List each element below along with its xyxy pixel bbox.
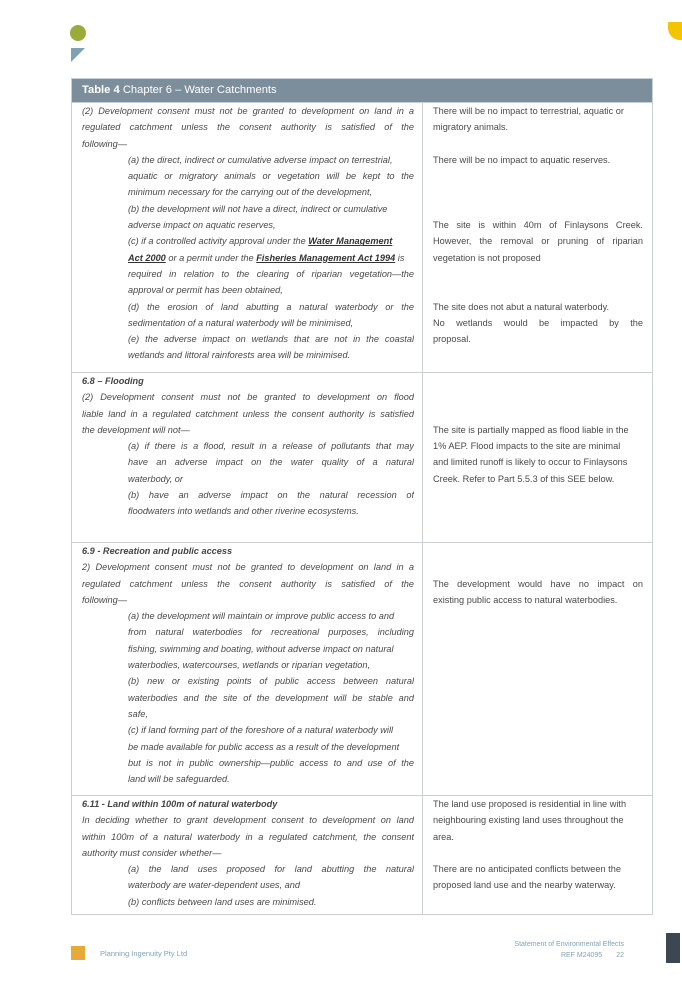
clause-line: following— [82, 138, 127, 149]
section-heading: 6.8 – Flooding [82, 376, 144, 386]
clause-c-text: (c) if a controlled activity approval under the [128, 236, 309, 247]
table-row [72, 372, 652, 542]
response-line: proposal. [433, 334, 471, 345]
clause-line: waterbody, or [128, 473, 183, 484]
clause-line [82, 233, 414, 249]
clause-line: land will be safeguarded. [128, 774, 230, 785]
response-line: There will be no impact to aquatic reserves. [433, 154, 611, 165]
clause-line: floodwaters into wetlands and other riverine ecosystems. [128, 506, 359, 517]
clause-line [82, 250, 414, 266]
clause-line: fishing, swimming and boating, without adverse impact on natural [128, 643, 394, 654]
clause-line: waterbodies and the site of the development will be stable and [128, 692, 414, 703]
clause-c-text: or a permit under the [165, 252, 257, 263]
response-line: The land use proposed is residential in line with [433, 799, 627, 809]
response-line: area. [433, 831, 454, 842]
clause-line: (b) new or existing points of public access between natural [128, 676, 414, 687]
response-line: The site does not abut a natural waterbody. [433, 301, 610, 312]
clause-line: within 100m of a natural waterbody in a regulated catchment, the consent [82, 831, 414, 842]
clause-line: have an adverse impact on the water quality of a natural [128, 457, 414, 468]
clause-line: (b) conflicts between land uses are minimised. [128, 896, 317, 907]
footer-accent-bar [666, 933, 680, 963]
response-line: The site is partially mapped as flood liable in the [433, 424, 629, 435]
clause-line: approval or permit has been obtained, [128, 285, 283, 296]
clause-line: In deciding whether to grant development consent to development on land [82, 815, 414, 826]
water-management-act-link[interactable]: Water Management [308, 236, 393, 247]
response-text [423, 373, 652, 542]
response-line: neighbouring existing land uses throughout the [433, 815, 624, 826]
clause-line: from natural waterbodies for recreational purposes, including [128, 627, 414, 638]
footer-doc-title: Statement of Environmental Effects [514, 941, 624, 948]
response-line: migratory animals. [433, 122, 509, 133]
clause-line: be made available for public access as a result of the development [128, 741, 400, 752]
clause-text [72, 543, 423, 795]
clause-line: aquatic or migratory animals or vegetation will be kept to the [128, 171, 414, 182]
clause-text [72, 103, 423, 372]
section-heading: 6.11 - Land within 100m of natural waterbody [82, 799, 278, 809]
clause-line: (2) Development consent must not be granted to development on land in a [82, 106, 414, 116]
fisheries-management-act-link[interactable]: Fisheries Management Act 1994 [256, 252, 396, 263]
clause-line: required in relation to the clearing of riparian vegetation—the [128, 268, 414, 279]
table-row [72, 542, 652, 795]
water-management-act-link-cont[interactable]: Act 2000 [128, 252, 166, 263]
clause-line: regulated catchment unless the consent authority is satisfied of the [82, 122, 414, 133]
decorative-corner-tab [668, 22, 682, 40]
clause-line: (e) the adverse impact on wetlands that are not in the coastal [128, 334, 414, 345]
footer-company: Planning Ingenuity Pty Ltd [100, 949, 188, 958]
clause-line: (2) Development consent must not be granted to development on flood [82, 392, 414, 403]
response-text [423, 103, 652, 372]
clause-line: (a) the direct, indirect or cumulative adverse impact on terrestrial, [128, 154, 393, 165]
clause-line: (a) the development will maintain or improve public access to and [128, 611, 395, 622]
response-line: existing public access to natural waterbodies. [433, 594, 618, 605]
clause-line: sedimentation of a natural waterbody will be minimised, [128, 317, 354, 328]
clause-line: waterbodies, watercourses, wetlands or riparian vegetation, [128, 660, 371, 671]
clause-line: following— [82, 594, 127, 605]
clause-line: (d) the erosion of land abutting a natural waterbody or the [128, 301, 414, 312]
decorative-circle [70, 25, 86, 41]
response-line: The development would have no impact on [433, 578, 643, 589]
section-heading: 6.9 - Recreation and public access [82, 546, 233, 556]
response-text [423, 796, 652, 914]
response-line: There will be no impact to terrestrial, aquatic or [433, 106, 624, 116]
clause-line: the development will not— [82, 424, 190, 435]
response-line: The site is within 40m of Finlaysons Creek. [433, 220, 643, 231]
response-text [423, 543, 652, 795]
page-number: 22 [616, 952, 624, 959]
footer-ref [561, 952, 624, 959]
clause-line: (b) the development will not have a direct, indirect or cumulative [128, 203, 388, 214]
clause-text [72, 373, 423, 542]
table-header [72, 79, 652, 102]
response-line: 1% AEP. Flood impacts to the site are minimal [433, 441, 621, 452]
clause-c-text: is [395, 252, 405, 263]
response-line: and limited runoff is likely to occur to Finlaysons [433, 457, 628, 468]
clause-line: waterbody are water-dependent uses, and [128, 880, 300, 891]
decorative-triangle [71, 48, 85, 62]
table-row [72, 795, 652, 914]
clause-line: but is not in public ownership—public access to and use of the [128, 757, 414, 768]
clause-line: (a) the land uses proposed for land abutting the natural [128, 864, 414, 875]
clause-text [72, 796, 423, 914]
clause-line: 2) Development consent must not be granted to development on land in a [82, 562, 414, 573]
company-logo-square [71, 946, 85, 960]
footer-ref-number: REF M24095 [560, 952, 603, 959]
water-catchments-table [71, 78, 653, 915]
response-line: proposed land use and the nearby waterway. [433, 880, 616, 891]
clause-line: minimum necessary for the carrying out of the development, [128, 187, 373, 198]
table-number: Table 4 [82, 84, 120, 96]
response-line: No wetlands would be impacted by the [433, 317, 643, 328]
response-line: However, the removal or pruning of riparian [433, 236, 643, 247]
clause-line: regulated catchment unless the consent authority is satisfied of the [82, 578, 414, 589]
clause-line: safe, [128, 708, 148, 719]
clause-line: wetlands and littoral rainforests area will be minimised. [128, 350, 351, 361]
clause-line: (b) have an adverse impact on the natural recession of [128, 490, 414, 501]
clause-line: liable land in a regulated catchment unless the consent authority is satisfied [82, 408, 414, 419]
clause-line: (a) if there is a flood, result in a release of pollutants that may [128, 441, 414, 452]
table-row [72, 102, 652, 372]
response-line: Creek. Refer to Part 5.5.3 of this SEE below. [433, 473, 615, 484]
table-title: Chapter 6 – Water Catchments [119, 84, 277, 96]
clause-line: authority must consider whether— [82, 847, 222, 858]
clause-line: (c) if land forming part of the foreshore of a natural waterbody will [128, 725, 394, 736]
response-line: There are no anticipated conflicts between the [433, 864, 621, 875]
response-line: vegetation is not proposed [433, 252, 541, 263]
clause-line: adverse impact on aquatic reserves, [128, 220, 276, 231]
